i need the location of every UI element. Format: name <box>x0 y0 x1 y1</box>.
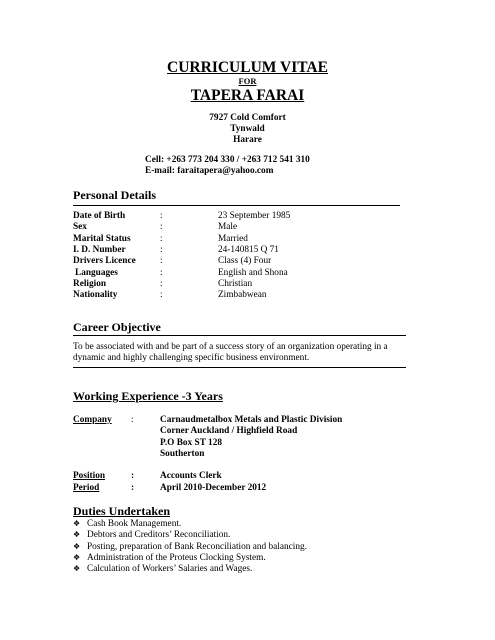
row-separator: : <box>160 290 163 301</box>
diamond-bullet-icon: ❖ <box>73 530 81 540</box>
row-label: Nationality <box>73 290 118 301</box>
company-line-1: Carnaudmetalbox Metals and Plastic Division <box>160 415 343 425</box>
row-label: Drivers Licence <box>73 256 136 267</box>
row-separator: : <box>160 222 163 233</box>
company-line-3: P.O Box ST 128 <box>160 437 223 448</box>
row-label: Languages <box>75 267 118 278</box>
working-experience-heading: Working Experience -3 Years <box>73 389 223 403</box>
row-separator: : <box>160 267 163 278</box>
cv-title: CURRICULUM VITAE <box>167 59 328 76</box>
row-value: English and Shona <box>218 267 288 278</box>
duty-text: Administration of the Proteus Clocking System. <box>87 552 266 563</box>
company-line-2: Corner Auckland / Highfield Road <box>160 426 298 437</box>
period-label: Period <box>73 482 100 493</box>
row-label: Date of Birth <box>73 211 126 221</box>
candidate-name: TAPERA FARAI <box>190 87 305 104</box>
period-value: April 2010-December 2012 <box>160 482 267 493</box>
row-value: Christian <box>218 278 253 289</box>
row-separator: : <box>160 256 163 267</box>
personal-row-id-number <box>73 245 403 256</box>
duty-item <box>73 563 252 575</box>
address-line-2: Tynwald <box>230 124 265 134</box>
diamond-bullet-icon: ❖ <box>73 564 81 574</box>
company-separator: : <box>131 415 134 425</box>
personal-details-heading: Personal Details <box>73 188 156 202</box>
company-label: Company <box>73 415 112 425</box>
row-label: Marital Status <box>73 233 131 244</box>
row-value: 23 September 1985 <box>218 211 291 221</box>
personal-row-languages <box>73 268 403 279</box>
duty-text: Calculation of Workers’ Salaries and Wages. <box>87 564 253 575</box>
position-value: Accounts Clerk <box>160 471 222 481</box>
row-separator: : <box>160 233 163 244</box>
row-value: Male <box>218 222 238 233</box>
duty-text: Debtors and Creditors’ Reconciliation. <box>87 530 231 541</box>
personal-row-nationality <box>73 290 403 301</box>
career-objective-heading: Career Objective <box>73 320 161 334</box>
duties-heading: Duties Undertaken <box>73 504 171 518</box>
email-address: E-mail: faraitapera@yahoo.com <box>145 166 274 176</box>
duty-text: Cash Book Management. <box>87 519 182 529</box>
career-objective-line-2: dynamic and highly challenging specific business environment. <box>73 353 310 363</box>
address-line-1: 7927 Cold Comfort <box>209 113 286 123</box>
personal-row-sex <box>73 222 403 233</box>
period-separator: : <box>131 482 135 493</box>
row-label: Sex <box>73 222 87 233</box>
personal-row-marital-status <box>73 234 403 245</box>
for-label: FOR <box>238 76 257 86</box>
diamond-bullet-icon: ❖ <box>73 541 81 551</box>
row-separator: : <box>160 244 163 255</box>
row-value: Class (4) Four <box>218 256 272 267</box>
row-value: Married <box>218 233 248 244</box>
row-value: 24-140815 Q 71 <box>218 244 279 255</box>
personal-row-drivers-licence <box>73 256 403 267</box>
diamond-bullet-icon: ❖ <box>73 552 81 562</box>
address-line-3: Harare <box>233 135 262 145</box>
personal-row-religion <box>73 279 403 290</box>
row-label: Religion <box>73 278 107 289</box>
duty-text: Posting, preparation of Bank Reconciliation and balancing. <box>87 541 307 552</box>
row-separator: : <box>160 278 163 289</box>
career-objective-rule-top <box>73 335 406 336</box>
career-objective-rule-bottom <box>73 367 406 368</box>
row-value: Zimbabwean <box>218 290 267 301</box>
row-separator: : <box>160 211 163 221</box>
company-line-4: Southerton <box>160 448 205 459</box>
row-label: I. D. Number <box>73 244 126 255</box>
diamond-bullet-icon: ❖ <box>73 519 81 528</box>
personal-row-dob <box>73 211 403 222</box>
career-objective-line-1: To be associated with and be part of a success story of an organization operating in a <box>73 342 388 352</box>
cell-numbers: Cell: +263 773 204 330 / +263 712 541 310 <box>145 155 310 165</box>
position-label: Position <box>73 471 106 481</box>
personal-details-rule <box>73 205 400 206</box>
position-separator: : <box>131 471 135 481</box>
